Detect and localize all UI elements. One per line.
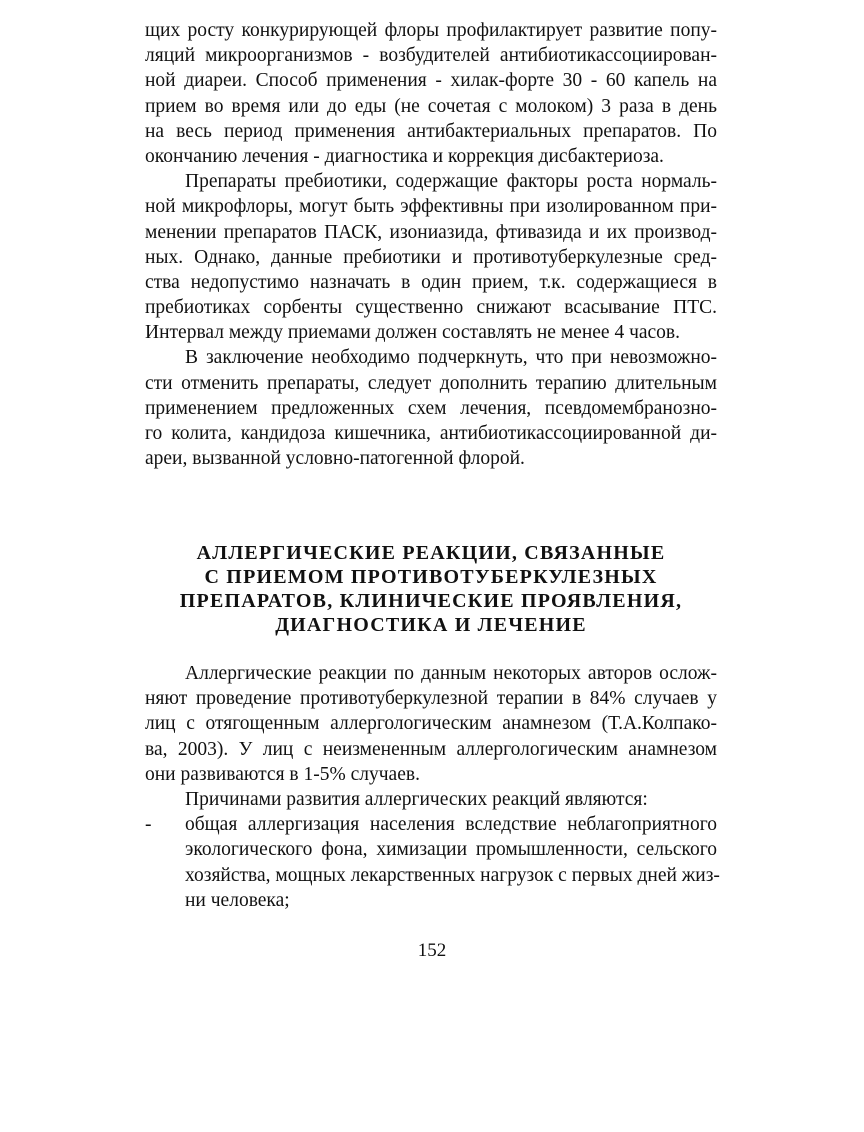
text-line: го колита, кандидоза кишечника, антибиотикассоциированной ди-: [145, 423, 717, 444]
text-line: на весь период применения антибактериальных препаратов. По: [145, 120, 717, 142]
text-line: ных. Однако, данные пребиотики и противотуберкулезные сред-: [145, 246, 717, 268]
text-line: щих росту конкурирующей флоры профилактирует развитие попу-: [145, 20, 717, 41]
text-line: няют проведение противотуберкулезной терапии в 84% случаев у: [145, 688, 717, 710]
text-line: ляций микроорганизмов - возбудителей антибиотикассоциирован-: [145, 45, 717, 67]
text-line: они развиваются в 1-5% случаев.: [145, 763, 420, 785]
text-line: ной диареи. Способ применения - хилак-форте 30 - 60 капель на: [145, 70, 717, 92]
heading-line: ПРЕПАРАТОВ, КЛИНИЧЕСКИЕ ПРОЯВЛЕНИЯ,: [179, 590, 683, 612]
paragraph-4: [145, 661, 717, 787]
paragraph-3: [145, 345, 717, 471]
section-heading: [145, 541, 717, 637]
list-item-body: [185, 812, 720, 913]
text-line: лиц с отягощенным аллергологическим анамнезом (Т.А.Колпако-: [145, 713, 717, 735]
paragraph-5: [145, 787, 717, 812]
paragraph-1: [145, 18, 717, 169]
text-line: хозяйства, мощных лекарственных нагрузок с первых дней жиз-: [185, 864, 720, 886]
text-line: экологического фона, химизации промышленности, сельского: [185, 839, 717, 861]
text-line: менении препаратов ПАСК, изониазида, фтивазида и их производ-: [145, 221, 717, 243]
heading-line: АЛЛЕРГИЧЕСКИЕ РЕАКЦИИ, СВЯЗАННЫЕ: [196, 542, 666, 564]
heading-line: С ПРИЕМОМ ПРОТИВОТУБЕРКУЛЕЗНЫХ: [204, 566, 658, 588]
text-line: ареи, вызванной условно-патогенной флорой.: [145, 448, 525, 470]
text-line: Интервал между приемами должен составлять не менее 4 часов.: [145, 322, 681, 344]
text-line: Препараты пребиотики, содержащие факторы роста нормаль-: [185, 171, 717, 193]
page-number: 152: [417, 940, 447, 961]
text-line: общая аллергизация населения вследствие неблагоприятного: [185, 814, 717, 836]
text-line: ства недопустимо назначать в один прием, т.к. содержащиеся в: [145, 271, 717, 293]
text-line: В заключение необходимо подчеркнуть, что при невозможно-: [185, 347, 717, 369]
heading-line: ДИАГНОСТИКА И ЛЕЧЕНИЕ: [275, 614, 587, 636]
text-line: Причинами развития аллергических реакций являются:: [185, 788, 648, 810]
text-line: ной микрофлоры, могут быть эффективны при изолированном при-: [145, 196, 717, 218]
text-line: прием во время или до еды (не сочетая с молоком) 3 раза в день: [145, 95, 717, 117]
text-block-bottom: [145, 661, 720, 913]
list-item: [145, 812, 720, 913]
text-line: Аллергические реакции по данным некоторых авторов ослож-: [185, 663, 717, 684]
text-line: окончанию лечения - диагностика и коррекция дисбактериоза.: [145, 145, 664, 167]
text-line: применением предложенных схем лечения, псевдомембранозно-: [145, 397, 717, 419]
text-line: сти отменить препараты, следует дополнить терапию длительным: [145, 372, 717, 394]
text-line: пребиотиках сорбенты существенно снижают всасывание ПТС.: [145, 297, 717, 319]
list-marker: -: [145, 814, 152, 836]
text-block-top: [145, 18, 717, 471]
text-line: ни человека;: [185, 889, 290, 911]
text-line: ва, 2003). У лиц с неизмененным аллергологическим анамнезом: [145, 738, 717, 760]
paragraph-2: [145, 169, 717, 345]
